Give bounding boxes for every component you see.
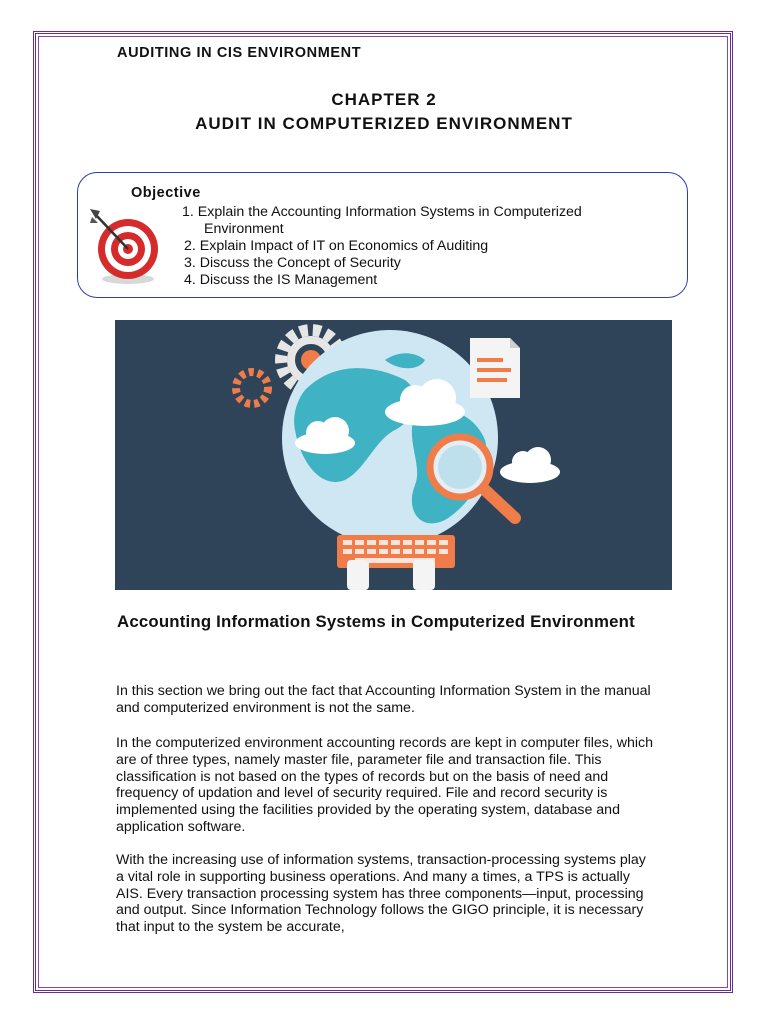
target-dart-icon — [88, 205, 162, 285]
objective-item: 3. Discuss the Concept of Security — [184, 255, 401, 271]
document-icon — [470, 338, 520, 398]
running-header: AUDITING IN CIS ENVIRONMENT — [117, 45, 362, 61]
section-title: Accounting Information Systems in Computerized Environment — [117, 612, 635, 631]
objective-list — [182, 204, 582, 289]
paragraph: With the increasing use of information systems, transaction-processing systems play a vital role in supporting business operations. And many a times, a TPS is actually AIS. Every transaction processing system has three components—input, processing and output. Since Information Technology follows the GIGO principle, it is necessary that input to the system be accurate, — [116, 852, 646, 936]
objective-item: 1. Explain the Accounting Information Systems in Computerized Environment — [182, 204, 582, 237]
hero-illustration — [115, 320, 672, 590]
paragraph: In the computerized environment accounting records are kept in computer files, which are of three types, namely master file, parameter file and transaction file. This classification is not based on the types of records but on the basis of need and frequency of updation and level of security required. File and record security is implemented using the facilities provided by the operating system, database and application software. — [116, 735, 654, 835]
objective-item: 4. Discuss the IS Management — [184, 272, 378, 288]
chapter-title: AUDIT IN COMPUTERIZED ENVIRONMENT — [195, 114, 573, 133]
paragraph: In this section we bring out the fact that Accounting Information System in the manual and computerized environment is not the same. — [116, 683, 651, 716]
chapter-number: CHAPTER 2 — [331, 90, 437, 109]
gear-icon — [236, 372, 268, 404]
cloud-icon — [500, 447, 560, 483]
objective-box — [77, 172, 688, 298]
objective-title: Objective — [131, 185, 201, 201]
objective-item: 2. Explain Impact of IT on Economics of Auditing — [184, 238, 489, 254]
